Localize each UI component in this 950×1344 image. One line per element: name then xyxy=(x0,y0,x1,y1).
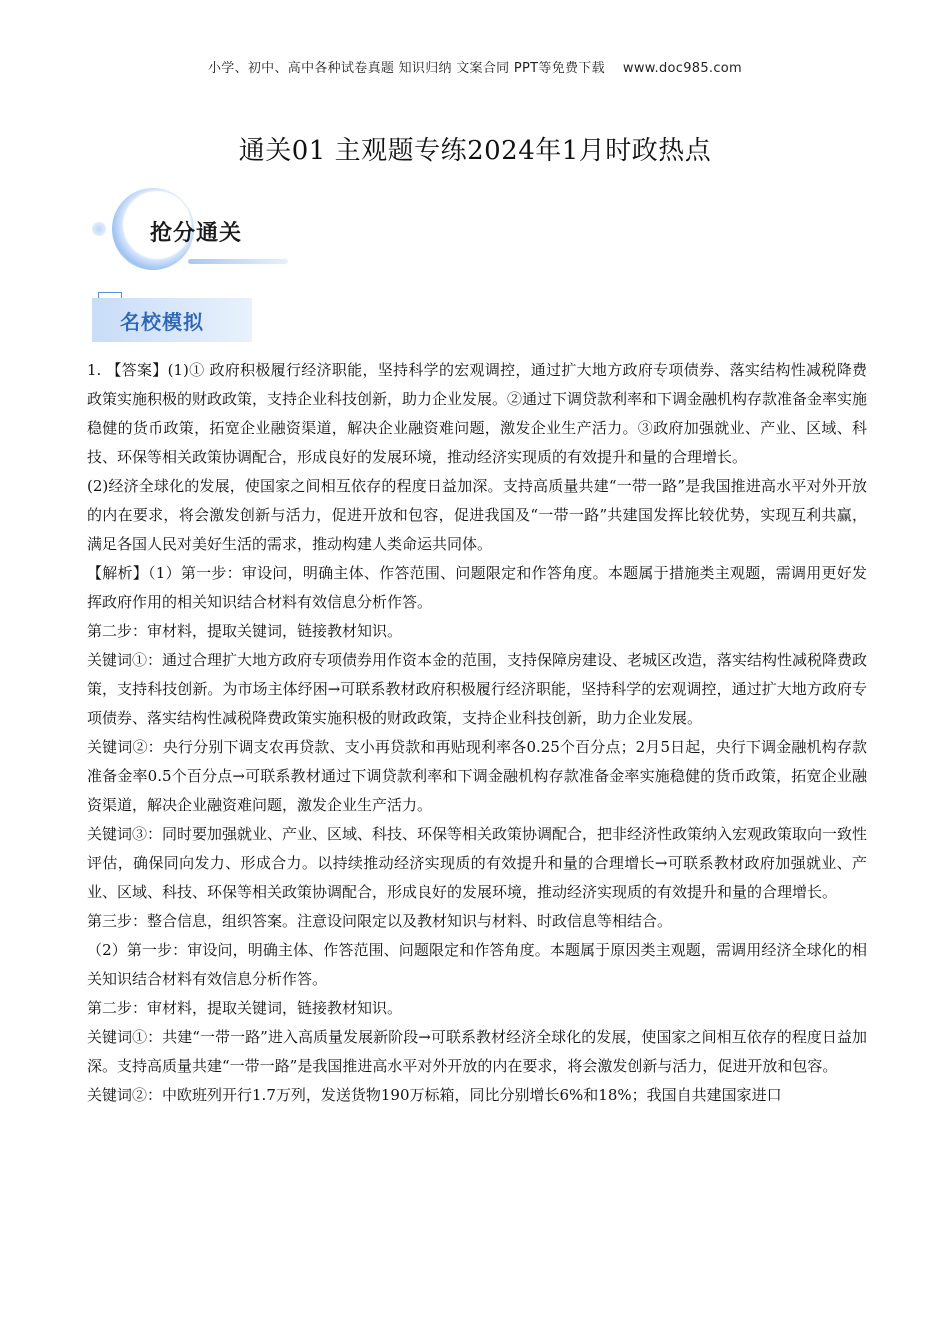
banner-dot-icon xyxy=(92,222,106,236)
paragraph: 关键词②：中欧班列开行1.7万列，发送货物190万标箱，同比分别增长6%和18%；我国自共建国家进口 xyxy=(87,1086,782,1104)
paragraph: 关键词①：通过合理扩大地方政府专项债券用作资本金的范围，支持保障房建设、老城区改造，落实结构性减税降费政策，支持科技创新。为市场主体纾困→可联系教材政府积极履行经济职能，坚持科学的宏观调控，通过扩大地方政府专项债券、落实结构性减税降费政策实施积极的财政政策，支持企业科技创新，助力企业发展。 xyxy=(87,651,868,727)
paragraph: (2)经济全球化的发展，使国家之间相互依存的程度日益加深。支持高质量共建“一带一路”是我国推进高水平对外开放的内在要求，将会激发创新与活力，促进开放和包容，促进我国及“一带一路”共建国发挥比较优势，实现互利共赢，满足各国人民对美好生活的需求，推动构建人类命运共同体。 xyxy=(87,477,867,553)
paragraph: （2）第一步：审设问，明确主体、作答范围、问题限定和作答角度。本题属于原因类主观题，需调用经济全球化的相关知识结合材料有效信息分析作答。 xyxy=(87,941,867,988)
banner-badge xyxy=(88,186,298,272)
header-text: 小学、初中、高中各种试卷真题 知识归纳 文案合同 PPT等免费下载 xyxy=(207,61,605,76)
paragraph: 关键词②：央行分别下调支农再贷款、支小再贷款和再贴现利率各0.25个百分点；2月5日起，央行下调金融机构存款准备金率0.5个百分点→可联系教材通过下调贷款利率和下调金融机构存款准备金率实施稳健的货币政策，拓宽企业融资渠道，解决企业融资难问题，激发企业生产活力。 xyxy=(87,738,867,814)
banner-underline xyxy=(188,259,288,264)
paragraph: 【解析】（1）第一步：审设问，明确主体、作答范围、问题限定和作答角度。本题属于措施类主观题，需调用更好发挥政府作用的相关知识结合材料有效信息分析作答。 xyxy=(87,564,867,611)
paragraph: 第三步：整合信息，组织答案。注意设问限定以及教材知识与材料、时政信息等相结合。 xyxy=(87,912,673,930)
answer-content xyxy=(87,356,867,1110)
page-title: 通关01 主观题专练2024年1月时政热点 xyxy=(238,136,712,166)
header-site-link[interactable]: www.doc985.com xyxy=(622,61,743,76)
paragraph: 关键词①：共建“一带一路”进入高质量发展新阶段→可联系教材经济全球化的发展，使国家之间相互依存的程度日益加深。支持高质量共建“一带一路”是我国推进高水平对外开放的内在要求，将会激发创新与活力，促进开放和包容。 xyxy=(87,1028,867,1075)
paragraph: 第二步：审材料，提取关键词，链接教材知识。 xyxy=(87,622,403,640)
paragraph: 第二步：审材料，提取关键词，链接教材知识。 xyxy=(87,999,403,1017)
paragraph: 1. 【答案】(1)① 政府积极履行经济职能，坚持科学的宏观调控，通过扩大地方政府专项债券、落实结构性减税降费政策实施积极的财政政策，支持企业科技创新，助力企业发展。②通过下调贷款利率和下调金融机构存款准备金率实施稳健的货币政策，拓宽企业融资渠道，解决企业融资难问题，激发企业生产活力。③政府加强就业、产业、区域、科技、环保等相关政策协调配合，形成良好的发展环境，推动经济实现质的有效提升和量的合理增长。 xyxy=(87,361,868,466)
banner-label: 抢分通关 xyxy=(150,221,243,246)
section-heading xyxy=(90,292,254,344)
page-header xyxy=(0,57,950,76)
section-label: 名校模拟 xyxy=(120,310,204,334)
paragraph: 关键词③：同时要加强就业、产业、区域、科技、环保等相关政策协调配合，把非经济性政策纳入宏观政策取向一致性评估，确保同向发力、形成合力。以持续推动经济实现质的有效提升和量的合理增长→可联系教材政府加强就业、产业、区域、科技、环保等相关政策协调配合，形成良好的发展环境，推动经济实现质的有效提升和量的合理增长。 xyxy=(87,825,868,901)
